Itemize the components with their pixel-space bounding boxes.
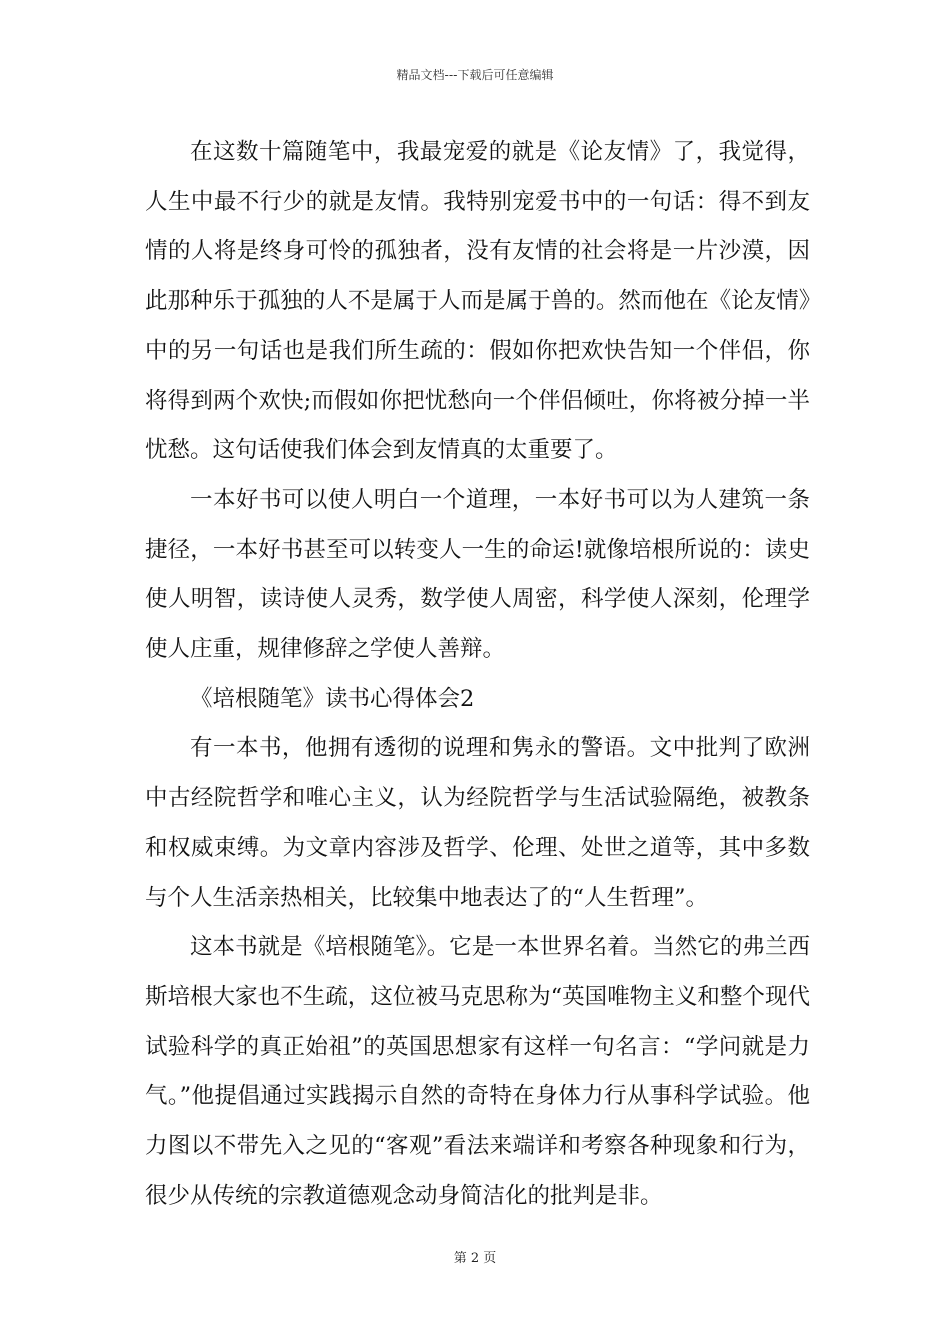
document-body [145,128,810,1221]
page-number: 第 2 页 [453,1251,497,1266]
page-header: 精品文档---下载后可任意编辑 [396,68,554,82]
paragraph-book-intro: 有一本书，他拥有透彻的说理和隽永的警语。文中批判了欧洲中古经院哲学和唯心主义，认为经院哲学与生活试验隔绝，被教条和权威束缚。为文章内容涉及哲学、伦理、处世之道等，其中多数与个人生活亲热相关，比较集中地表达了的“人生哲理”。 [145,735,810,911]
paragraph-friendship: 在这数十篇随笔中，我最宠爱的就是《论友情》了，我觉得，人生中最不行少的就是友情。我特别宠爱书中的一句话：得不到友情的人将是终身可怜的孤独者，没有友情的社会将是一片沙漠，因此那种乐于孤独的人不是属于人而是属于兽的。然而他在《论友情》中的另一句话也是我们所生疏的：假如你把欢快告知一个伴侣，你将得到两个欢快;而假如你把忧愁向一个伴侣倾吐，你将被分掉一半忧愁。这句话使我们体会到友情真的太重要了。 [145,139,810,464]
paragraph-good-books: 一本好书可以使人明白一个道理，一本好书可以为人建筑一条捷径，一本好书甚至可以转变人一生的命运!就像培根所说的：读史使人明智，读诗使人灵秀，数学使人周密，科学使人深刻，伦理学使人庄重，规律修辞之学使人善辩。 [145,486,810,663]
paragraph-bacon: 这本书就是《培根随笔》。它是一本世界名着。当然它的弗兰西斯培根大家也不生疏，这位被马克思称为“英国唯物主义和整个现代试验科学的真正始祖”的英国思想家有这样一句名言：“学问就是力气。”他提倡通过实践揭示自然的奇特在身体力行从事科学试验。他力图以不带先入之见的“客观”看法来端详和考察各种现象和行为，很少从传统的宗教道德观念动身简洁化的批判是非。 [145,934,810,1209]
section-heading: 《培根随笔》读书心得体会2 [190,685,475,712]
